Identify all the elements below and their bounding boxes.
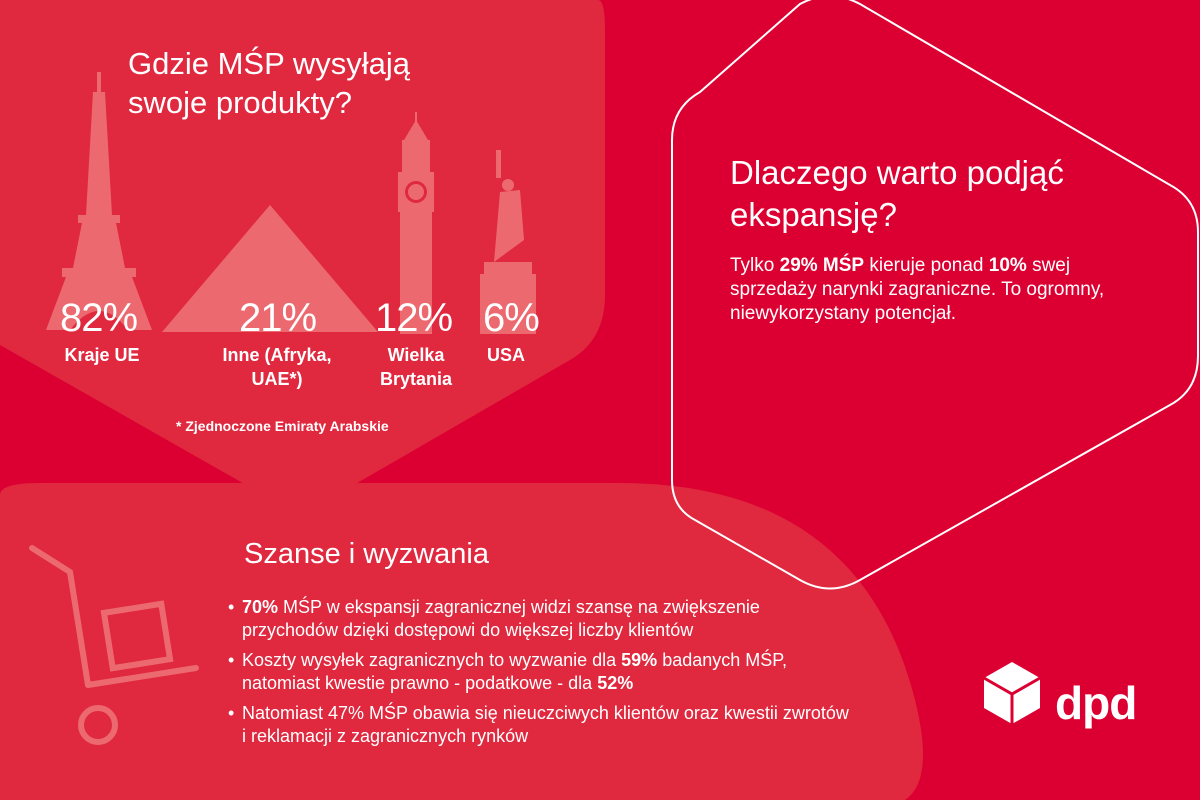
stat-label-other-line1: Inne (Afryka, [222,345,332,365]
list-item: • Koszty wysyłek zagranicznych to wyzwanie dla 59% badanych MŚP, natomiast kwestie prawno - podatkowe - dla 52% [228,649,853,695]
bottom-title: Szanse i wyzwania [244,538,489,570]
stat-percent-other: 21% [239,296,317,340]
stat-label-eu: Kraje UE [64,345,140,365]
list-item: • 70% MŚP w ekspansji zagranicznej widzi szansę na zwiększenie przychodów dzięki dostępowi do większej liczby klientów [228,596,853,642]
stat-label-usa: USA [486,345,525,365]
bottom-bullet-list [228,596,853,755]
stat-label-uk-line1: Wielka [387,345,445,365]
right-title-line1: Dlaczego warto podjąć [730,154,1064,191]
dpd-logo-text: dpd [1055,677,1137,729]
left-title-line1: Gdzie MŚP wysyłają [128,46,410,81]
list-item: • Natomiast 47% MŚP obawia się nieuczciwych klientów oraz kwestii zwrotów i reklamacji z zagranicznych rynków [228,702,853,748]
stat-percent-uk: 12% [375,296,453,340]
stat-label-uk-line2: Brytania [379,369,453,389]
left-title-line2: swoje produkty? [128,85,353,120]
stat-percent-usa: 6% [483,296,539,340]
right-paragraph: Tylko 29% MŚP kieruje ponad 10% swej sprzedaży narynki zagraniczne. To ogromny, niewykorzystany potencjał. [730,255,1105,324]
footnote: * Zjednoczone Emiraty Arabskie [176,418,389,434]
right-title-line2: ekspansję? [730,196,897,233]
stat-label-other-line2: UAE*) [251,369,303,389]
stat-percent-eu: 82% [60,296,138,340]
